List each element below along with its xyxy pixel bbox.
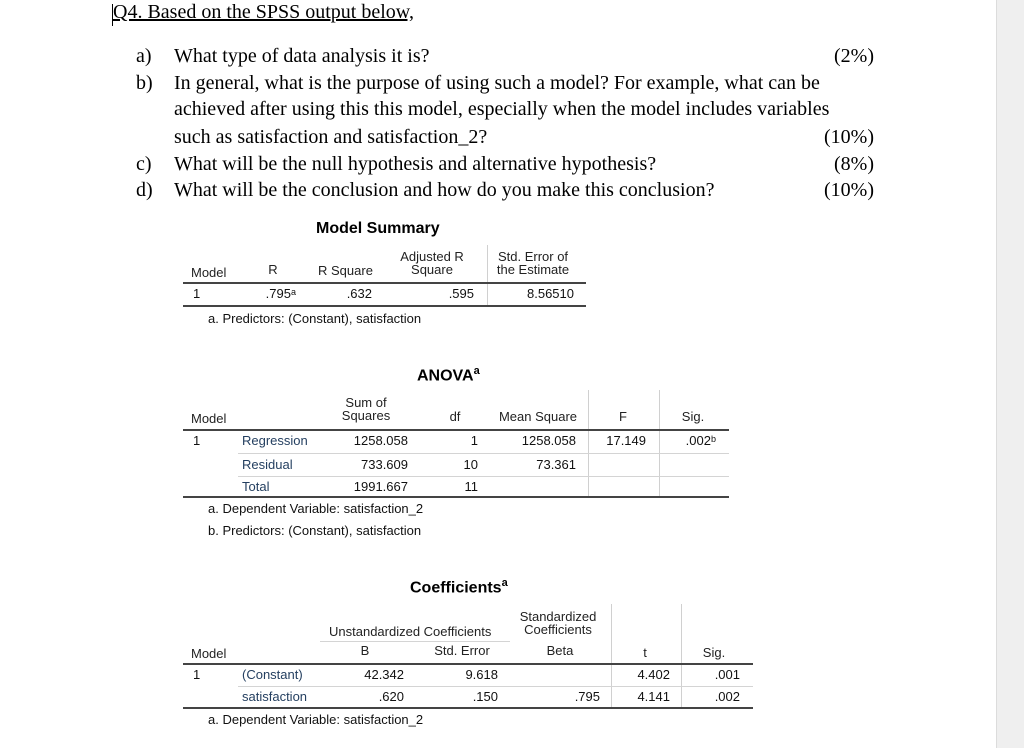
part-a-label: a)	[136, 45, 152, 67]
divider	[183, 663, 753, 665]
coef-beta-value: .795	[574, 689, 600, 704]
anova-ss-value: 1258.058	[353, 433, 408, 448]
ms-header-adj-r-line1: Adjusted R	[400, 249, 464, 264]
anova-header-ss-line1: Sum of	[345, 395, 387, 410]
coef-header-t: t	[643, 645, 647, 660]
divider	[681, 604, 682, 707]
coef-se-value: .150	[472, 689, 498, 704]
part-b-text-line1: In general, what is the purpose of using such a model? For example, what can be	[174, 72, 820, 94]
coef-header-model: Model	[191, 646, 227, 661]
anova-header-f: F	[619, 409, 627, 424]
coef-sig-value: .001	[714, 667, 740, 682]
divider	[238, 686, 753, 687]
ms-header-r-square: R Square	[318, 263, 373, 278]
coef-se-value: 9.618	[465, 667, 498, 682]
question-title: Q4. Based on the SPSS output below,	[113, 1, 414, 23]
ms-r-footnote-marker: a	[290, 287, 296, 297]
part-d-marks: (10%)	[824, 179, 874, 201]
coef-header-std-line1: Standardized	[519, 609, 597, 624]
divider	[238, 453, 729, 454]
anova-model-number: 1	[193, 433, 201, 448]
ms-adj-r-square-value: .595	[448, 286, 474, 301]
anova-df-value: 1	[470, 433, 478, 448]
coef-row-label: satisfaction	[242, 689, 308, 704]
coef-header-std-error: Std. Error	[434, 643, 490, 658]
part-b-label: b)	[136, 72, 153, 94]
anova-title-text: ANOVA	[417, 367, 474, 385]
anova-row-label: Regression	[242, 433, 308, 448]
part-b-text-line3: such as satisfaction and satisfaction_2?	[174, 126, 488, 148]
anova-sig-cell	[662, 433, 716, 449]
divider	[183, 496, 729, 498]
anova-title	[417, 365, 480, 385]
ms-r-square-value: .632	[346, 286, 372, 301]
scrollbar-track[interactable]	[996, 0, 1024, 748]
model-summary-title: Model Summary	[316, 220, 440, 237]
divider	[487, 245, 488, 305]
anova-footnote-b: b. Predictors: (Constant), satisfaction	[208, 523, 422, 538]
anova-row-label: Residual	[242, 457, 293, 472]
coef-row-label: (Constant)	[242, 667, 303, 682]
anova-sig-value: .002	[685, 433, 711, 448]
coef-t-value: 4.141	[637, 689, 670, 704]
anova-ss-value: 733.609	[361, 457, 408, 472]
coef-header-unstandardized: Unstandardized Coefficients	[329, 624, 492, 639]
part-b-text-line2: achieved after using this this model, especially when the model includes variables	[174, 98, 830, 120]
divider	[320, 641, 510, 642]
anova-header-model: Model	[191, 411, 227, 426]
divider	[183, 282, 586, 284]
anova-sig-footnote-marker: b	[710, 434, 716, 444]
part-a-marks: (2%)	[834, 45, 874, 67]
anova-df-value: 11	[464, 479, 478, 494]
part-d-text: What will be the conclusion and how do you make this conclusion?	[174, 179, 715, 201]
coef-t-value: 4.402	[637, 667, 670, 682]
anova-row-label: Total	[242, 479, 270, 494]
divider	[659, 390, 660, 497]
anova-header-ss-line2: Squares	[341, 408, 391, 423]
divider	[238, 476, 729, 477]
ms-r-cell	[240, 286, 296, 302]
part-c-label: c)	[136, 153, 152, 175]
divider	[183, 305, 586, 307]
divider	[611, 604, 612, 707]
coefficients-title-text: Coefficients	[410, 579, 502, 597]
divider	[183, 429, 729, 431]
divider	[183, 707, 753, 709]
anova-ms-value: 1258.058	[521, 433, 576, 448]
ms-footnote-a: a. Predictors: (Constant), satisfaction	[208, 311, 422, 326]
coefficients-title-footnote-marker: a	[501, 577, 508, 589]
coef-model-number: 1	[193, 667, 201, 682]
anova-header-mean-square: Mean Square	[498, 409, 578, 424]
coef-footnote-a: a. Dependent Variable: satisfaction_2	[208, 712, 424, 727]
ms-r-value: .795	[265, 286, 291, 301]
part-d-label: d)	[136, 179, 153, 201]
coef-header-sig: Sig.	[702, 645, 726, 660]
coef-header-beta: Beta	[546, 643, 574, 658]
coef-header-b: B	[360, 643, 370, 658]
ms-model-number: 1	[193, 286, 201, 301]
anova-header-sig: Sig.	[681, 409, 705, 424]
ms-header-model: Model	[191, 265, 227, 280]
ms-header-r: R	[268, 262, 278, 277]
ms-std-error-value: 8.56510	[527, 286, 574, 301]
anova-header-df: df	[449, 409, 461, 424]
part-c-marks: (8%)	[834, 153, 874, 175]
ms-header-se-line2: the Estimate	[496, 262, 570, 277]
coef-b-value: 42.342	[364, 667, 404, 682]
anova-title-footnote-marker: a	[473, 365, 480, 377]
anova-f-value: 17.149	[606, 433, 646, 448]
coef-b-value: .620	[378, 689, 404, 704]
part-c-text: What will be the null hypothesis and alternative hypothesis?	[174, 153, 657, 175]
anova-ms-value: 73.361	[536, 457, 576, 472]
part-a-text: What type of data analysis it is?	[174, 45, 430, 67]
anova-ss-value: 1991.667	[353, 479, 408, 494]
coefficients-title	[410, 577, 508, 597]
part-b-marks: (10%)	[824, 126, 874, 148]
anova-df-value: 10	[463, 457, 478, 472]
coef-header-std-line2: Coefficients	[524, 622, 592, 637]
coef-sig-value: .002	[714, 689, 740, 704]
ms-header-adj-r-line2: Square	[411, 262, 453, 277]
anova-footnote-a: a. Dependent Variable: satisfaction_2	[208, 501, 424, 516]
divider	[588, 390, 589, 497]
ms-header-se-line1: Std. Error of	[497, 249, 569, 264]
